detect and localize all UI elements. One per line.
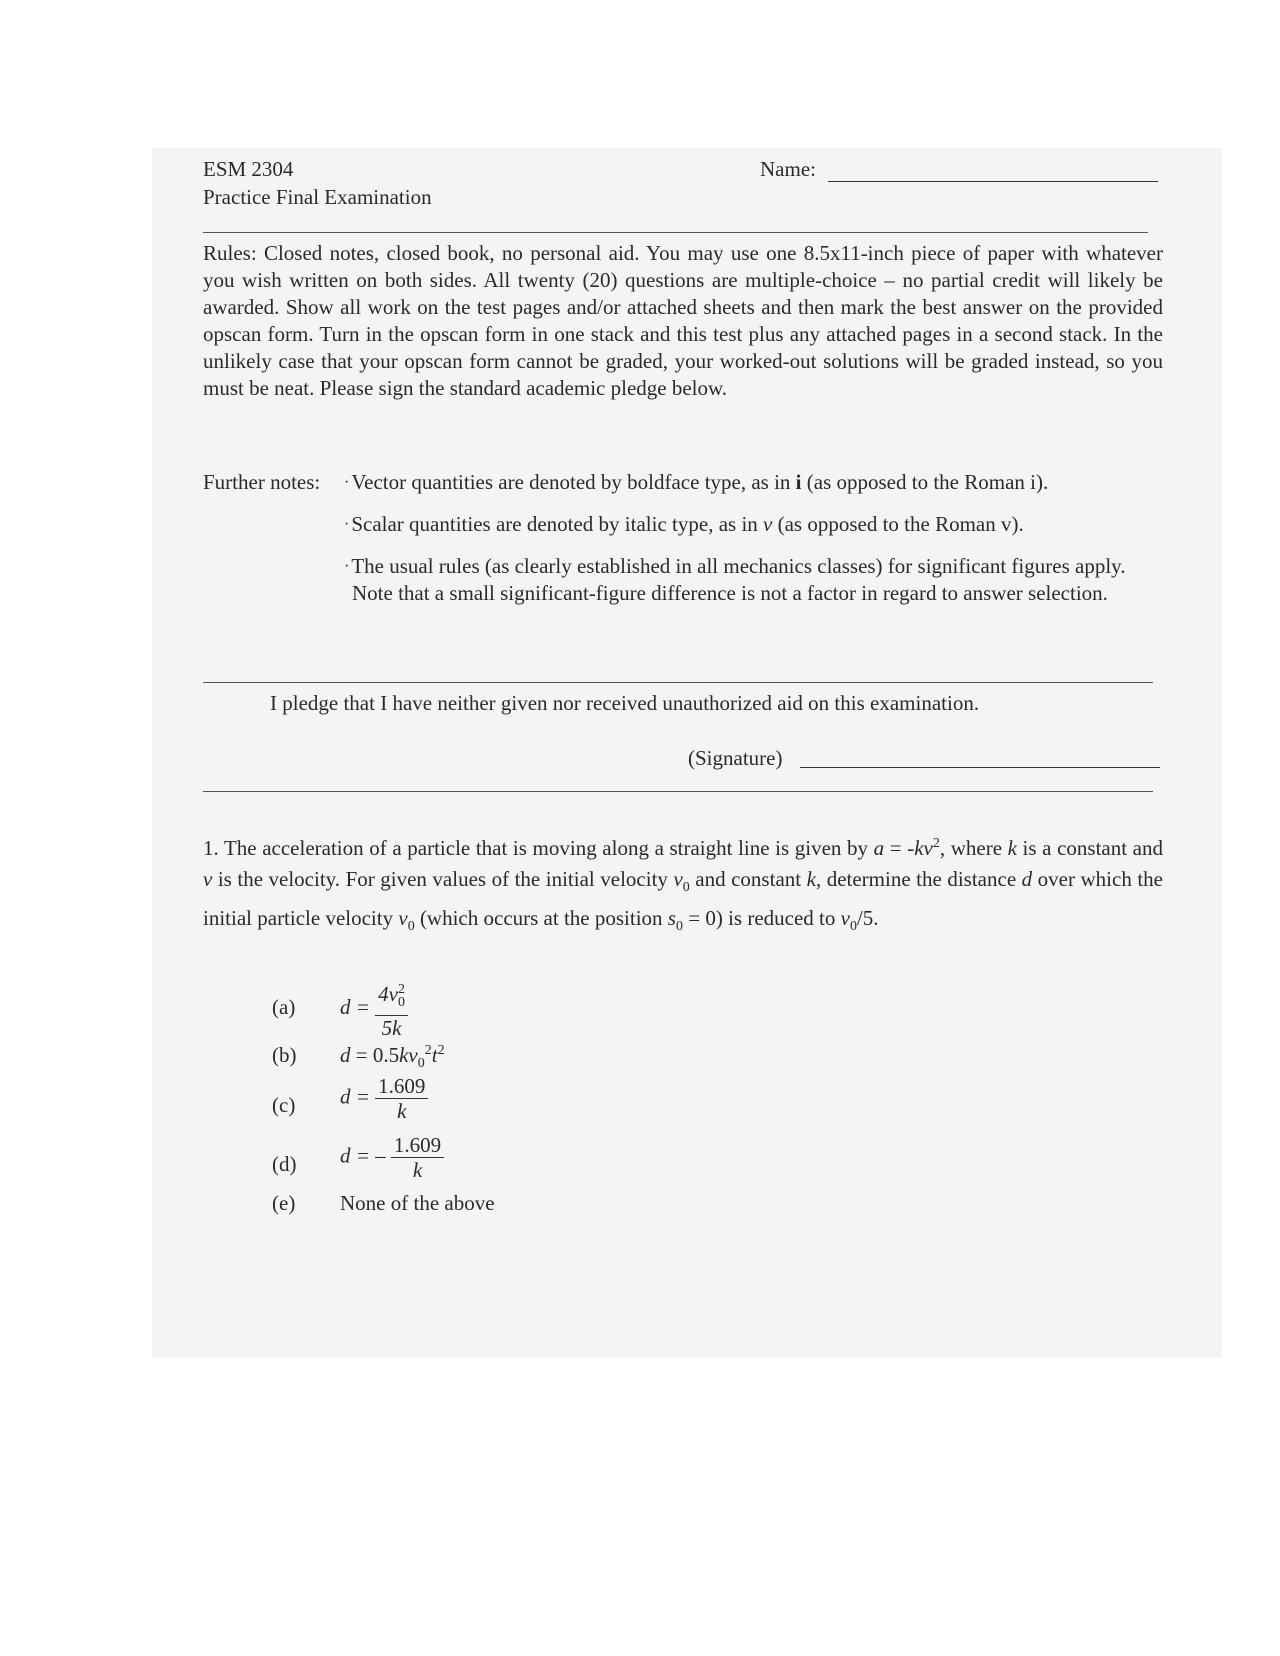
- bullet: ·: [344, 516, 350, 533]
- fraction: $\frac{1.609}{k}$: [375, 1074, 428, 1123]
- pledge-bottom-divider: [203, 791, 1153, 792]
- further-notes-label: Further notes:: [203, 470, 321, 494]
- option-c-label: (c): [272, 1093, 296, 1117]
- option-d-expression: d = – $\frac{1.609}{k}$: [340, 1133, 444, 1182]
- signature-field-line: [800, 767, 1160, 768]
- note-vector: [344, 469, 1168, 496]
- option-b-label: (b): [272, 1043, 297, 1067]
- boldface-i: i: [795, 470, 802, 494]
- note-text: The usual rules (as clearly established in all mechanics classes) for significant figures apply. Note that a small significant-figure difference is not a factor in regard to answer selection.: [351, 554, 1126, 605]
- note-scalar: [344, 511, 1168, 538]
- note-significant-figures: [344, 553, 1170, 607]
- header-divider: [203, 232, 1148, 233]
- pledge-text: I pledge that I have neither given nor received unauthorized aid on this examination.: [270, 691, 980, 715]
- note-text: Scalar quantities are denoted by italic type, as in: [351, 512, 764, 536]
- fraction: $\frac{1.609}{k}$: [391, 1133, 444, 1182]
- option-c-expression: d = $\frac{1.609}{k}$: [340, 1074, 428, 1123]
- option-a-expression: d = $\frac{4v^2_0}{5k}$: [340, 978, 408, 1040]
- italic-v: v: [763, 512, 773, 536]
- fraction: $\frac{4v^2_0}{5k}$: [375, 978, 408, 1040]
- rules-paragraph: Rules: Closed notes, closed book, no personal aid. You may use one 8.5x11-inch piece of paper with whatever you wish written on both sides. All twenty (20) questions are multiple-choice – no partial credit will likely be awarded. Show all work on the test pages and/or attached sheets and then mark the best answer on the provided opscan form. Turn in the opscan form in one stack and this test plus any attached pages in a second stack. In the unlikely case that your opscan form cannot be graded, your worked-out solutions will be graded instead, so you must be neat. Please sign the standard academic pledge below.: [203, 241, 1163, 400]
- pledge-top-divider: [203, 682, 1153, 683]
- bullet: ·: [344, 558, 350, 575]
- exam-title: Practice Final Examination: [203, 185, 432, 209]
- question-1-text: 1. The acceleration of a particle that is moving along a straight line is given by $a = -kv^2$, where k is a constant and v is the velocity. For given values of the initial velocity $v_0$ and constant k, determine the distance d over which the initial particle velocity $v_0$ (which occurs at the position $s_0 = 0$) is reduced to $v_0/5$.: [203, 836, 1163, 935]
- option-a-label: (a): [272, 995, 296, 1019]
- option-e-text: None of the above: [340, 1191, 495, 1215]
- option-b-expression: $d = 0.5kv_0^2t^2$: [340, 1043, 445, 1072]
- name-field-line: [828, 181, 1158, 182]
- bullet: ·: [344, 474, 350, 491]
- note-text: (as opposed to the Roman i).: [801, 470, 1049, 494]
- signature-label: (Signature): [688, 746, 783, 770]
- note-text: Vector quantities are denoted by boldface type, as in: [351, 470, 796, 494]
- note-text: (as opposed to the Roman v).: [772, 512, 1024, 536]
- course-code: ESM 2304: [203, 157, 294, 181]
- option-e-label: (e): [272, 1191, 296, 1215]
- option-d-label: (d): [272, 1152, 297, 1176]
- name-label: Name:: [760, 157, 816, 181]
